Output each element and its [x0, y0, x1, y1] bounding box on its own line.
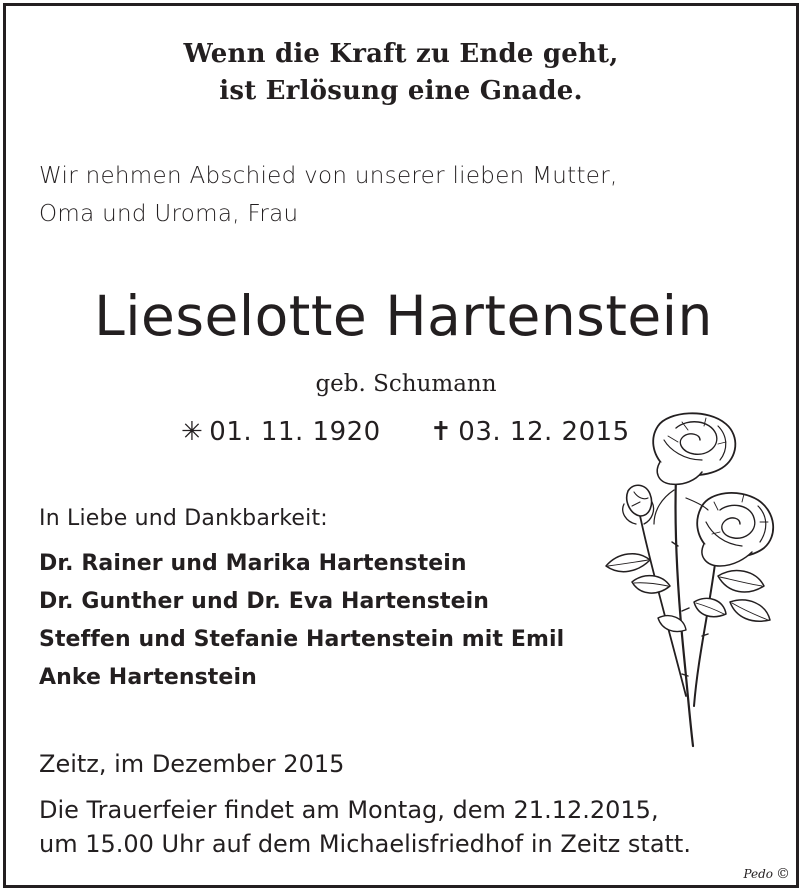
motto-line-2: ist Erlösung eine Gnade. — [219, 76, 583, 106]
mourner-name: Dr. Rainer und Marika Hartenstein — [39, 551, 467, 576]
roses-illustration-icon — [598, 406, 788, 751]
mourner-name: Anke Hartenstein — [39, 665, 257, 690]
deceased-name: Lieselotte Hartenstein — [94, 284, 713, 348]
intro-line-1: Wir nehmen Abschied von unserer lieben Mutter, — [39, 163, 618, 189]
death-cross-icon: ✝ — [430, 417, 453, 447]
intro-text — [39, 157, 618, 233]
intro-line-2: Oma und Uroma, Frau — [39, 201, 299, 227]
death-date-value: 03. 12. 2015 — [458, 417, 630, 447]
mourners-heading: In Liebe und Dankbarkeit: — [39, 506, 328, 531]
motto-line-1: Wenn die Kraft zu Ende geht, — [183, 39, 619, 69]
birth-date — [181, 414, 381, 450]
artist-signature: Pedo — [743, 867, 773, 881]
mourners-list — [39, 545, 564, 697]
birth-star-icon: ✳ — [181, 417, 204, 447]
service-line-1: Die Trauerfeier findet am Montag, dem 21.12.2015, — [39, 796, 659, 824]
birth-date-value: 01. 11. 1920 — [209, 417, 381, 447]
service-line-2: um 15.00 Uhr auf dem Michaelisfriedhof in Zeitz statt. — [39, 830, 691, 858]
motto — [6, 36, 796, 110]
place-date: Zeitz, im Dezember 2015 — [39, 750, 345, 778]
mourner-name: Steffen und Stefanie Hartenstein mit Emil — [39, 627, 565, 652]
maiden-name: geb. Schumann — [315, 371, 497, 397]
obituary-card — [3, 3, 799, 888]
copyright-icon: © — [776, 866, 790, 882]
artist-credit — [743, 867, 790, 881]
mourner-name: Dr. Gunther und Dr. Eva Hartenstein — [39, 589, 490, 614]
funeral-service-info — [39, 793, 691, 861]
